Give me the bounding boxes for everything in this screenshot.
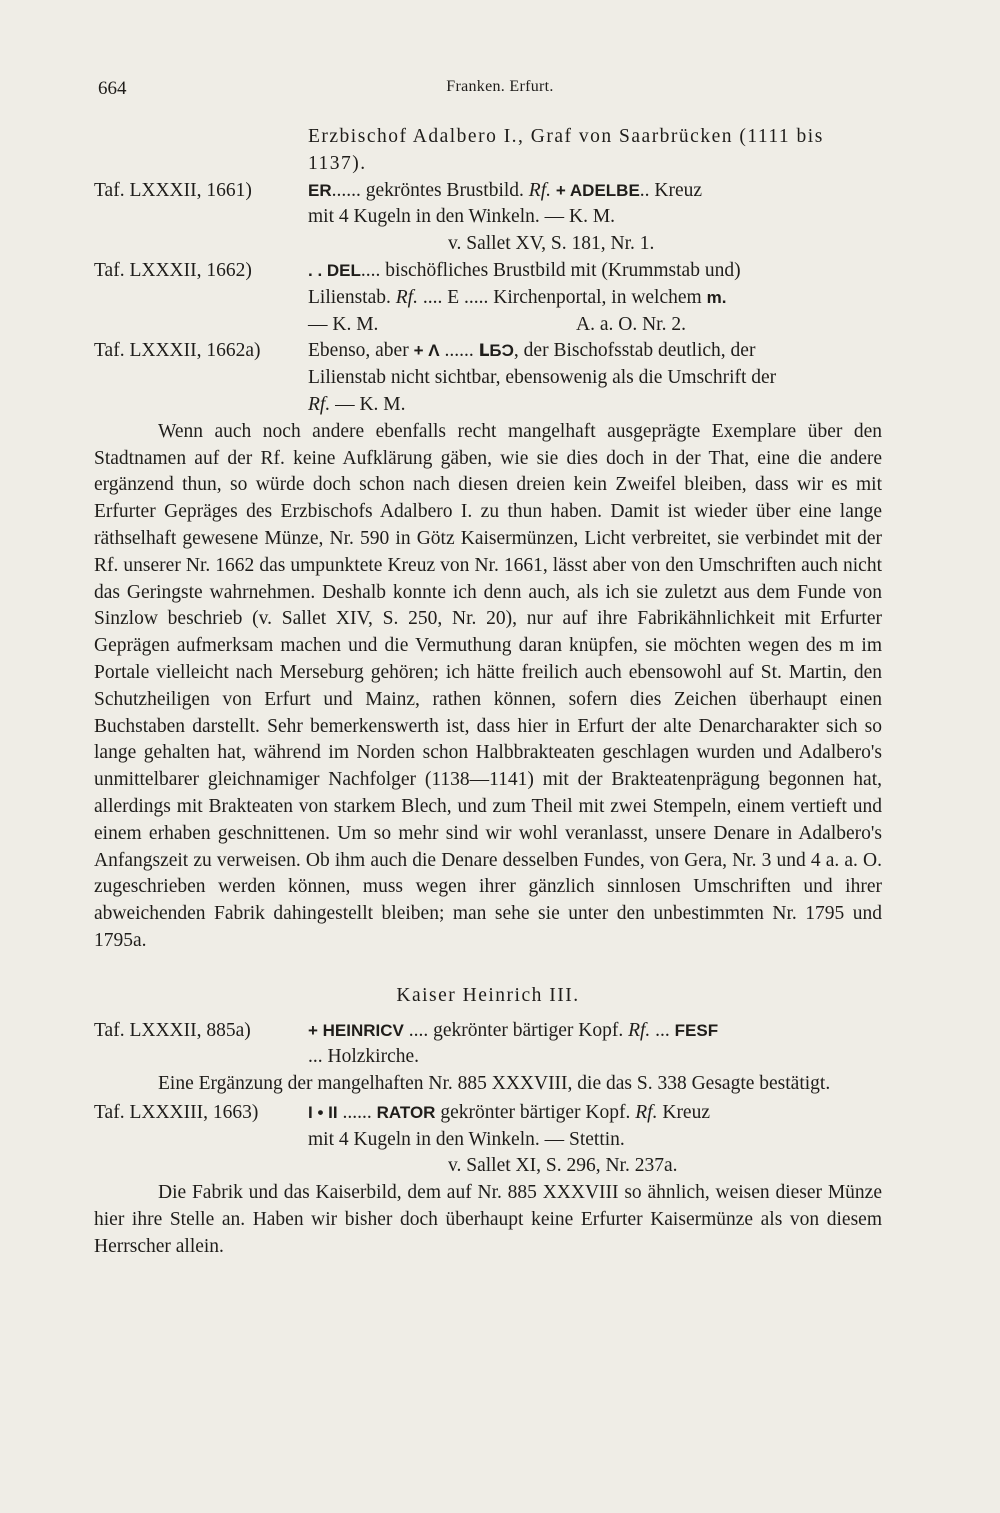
description: gekrönter bärtiger Kopf. — [440, 1101, 631, 1123]
source-reference: v. Sallet XI, S. 296, Nr. 237a. — [448, 1155, 678, 1177]
entry-text — [308, 178, 702, 205]
legend: ⅬƂƆ — [478, 341, 514, 361]
plate-ref: Taf. LXXXII, 885a) — [94, 1019, 251, 1041]
legend: ER — [308, 180, 332, 200]
text: Kreuz — [662, 1101, 710, 1123]
page-number: 664 — [98, 78, 127, 99]
description: .... gekrönter bärtiger Kopf. — [408, 1019, 624, 1041]
reverse-abbr: Rf. — [395, 286, 418, 308]
entry-text — [308, 1018, 718, 1045]
entry-text — [308, 1100, 710, 1127]
source-reference: A. a. O. Nr. 2. — [576, 313, 686, 335]
text: ...... — [444, 340, 474, 362]
reverse-abbr: Rf. — [308, 393, 331, 415]
entry-continuation — [308, 285, 882, 312]
text: — K. M. — [308, 313, 379, 335]
plate-ref: Taf. LXXXII, 1661) — [94, 179, 252, 201]
reverse-abbr: Rf. — [528, 179, 551, 201]
entry-continuation — [308, 392, 882, 419]
entry-text — [308, 338, 755, 365]
section-title-adalbero: Erzbischof Adalbero I., Graf von Saarbrücken (1111 bis 1137). — [308, 126, 824, 174]
plate-ref: Taf. LXXXII, 1662a) — [94, 340, 261, 362]
catalog-entry-1662a — [94, 338, 882, 365]
description: .. Kreuz — [639, 179, 703, 201]
legend: + HEINRICV — [308, 1020, 404, 1040]
section-title-heinrich: Kaiser Heinrich III. — [396, 984, 580, 1006]
text: .... E ..... Kirchenportal, in welchem — [422, 286, 702, 308]
paragraph-conclusion: Die Fabrik und das Kaiserbild, dem auf Nr. 885 XXXVIII so ähnlich, weisen dieser Münze hier ihre Stelle an. Haben wir bisher doch überhaupt keine Erfurter Kaisermünze als von diesem Herrscher allein. — [94, 1182, 882, 1257]
paragraph-note: Eine Ergänzung der mangelhaften Nr. 885 XXXVIII, die das S. 338 Gesagte bestätigt. — [158, 1073, 831, 1095]
running-head: Franken. Erfurt. — [446, 78, 554, 95]
entry-continuation: mit 4 Kugeln in den Winkeln. — Stettin. — [308, 1128, 625, 1150]
text: Ebenso, aber — [308, 340, 409, 362]
legend: . . DEL — [308, 260, 361, 280]
legend: m. — [706, 287, 727, 307]
text: ...... — [342, 1101, 372, 1123]
catalog-entry-1661 — [94, 178, 882, 205]
entry-text — [308, 258, 741, 285]
reverse-abbr: Rf. — [635, 1101, 658, 1123]
page-body — [94, 124, 882, 1261]
text: Lilienstab. — [308, 286, 391, 308]
description: .... bischöfliches Brustbild mit (Krummstab und) — [360, 259, 741, 281]
entry-continuation: mit 4 Kugeln in den Winkeln. — K. M. — [308, 206, 616, 228]
legend: I • II — [308, 1102, 338, 1122]
entry-continuation — [308, 312, 882, 339]
entry-continuation: Lilienstab nicht sichtbar, ebensowenig als die Umschrift der — [308, 367, 777, 389]
legend: + Λ — [413, 341, 440, 361]
legend: + ADELBE — [555, 180, 640, 200]
text: , der Bischofsstab deutlich, der — [513, 340, 756, 362]
text: ... — [655, 1019, 670, 1041]
legend: FESF — [674, 1020, 719, 1040]
reverse-abbr: Rf. — [628, 1019, 651, 1041]
legend: RATOR — [376, 1102, 436, 1122]
plate-ref: Taf. LXXXII, 1662) — [94, 259, 252, 281]
text: — K. M. — [335, 393, 406, 415]
catalog-entry-885a — [94, 1018, 882, 1045]
catalog-entry-1663 — [94, 1100, 882, 1127]
catalog-entry-1662 — [94, 258, 882, 285]
plate-ref: Taf. LXXXIII, 1663) — [94, 1101, 259, 1123]
entry-continuation: ... Holzkirche. — [308, 1046, 420, 1068]
paragraph-commentary: Wenn auch noch andere ebenfalls recht mangelhaft ausgeprägte Exemplare über den Stadtnamen auf der Rf. keine Aufklärung gäben, wie sie dies doch in der That, eine die andere ergänzend thun, so würde doch schon nach diesen dreien kein Zweifel bleiben, dass wir es mit Erfurter Gepräges des Erzbischofs Adalbero I. zu thun haben. Damit ist wieder über eine lange räthselhaft gewesene Münze, Nr. 590 in Götz Kaisermünzen, Licht verbreitet, sie verbindet mit der Rf. unserer Nr. 1662 das umpunktete Kreuz von Nr. 1661, lässt aber von den Umschriften auch nicht das Geringste wahrnehmen. Deshalb konnte ich denn auch, als ich sie zuletzt aus dem Funde von Sinzlow beschrieb (v. Sallet XIV, S. 250, Nr. 20), nur auf ihre Fabrikähnlichkeit mit Erfurter Geprägen aufmerksam machen und die Vermuthung daran knüpfen, sie möchten wegen des m im Portale vielleicht nach Merseburg gehören; ich hätte freilich auch ebensowohl auf St. Martin, den Schutzheiligen von Erfurt und Mainz, rathen können, sofern dies Zeichen überhaupt einen Buchstaben darstellt. Sehr bemerkenswerth ist, dass hier in Erfurt der alte Denarcharakter sich so lange gehalten hat, während im Norden schon Halbbrakteaten geschlagen wurden und Adalbero's unmittelbarer gleichnamiger Nachfolger (1138—1141) mit der Brakteatenprägung begonnen hat, allerdings mit Brakteaten von starkem Blech, und zum Theil mit zwei Stempeln, einem vertieft und einem erhaben geschnittenen. Um so mehr sind wir wohl veranlasst, unsere Denare in Adalbero's Anfangszeit zu verweisen. Ob ihm auch die Denare desselben Fundes, von Gera, Nr. 3 und 4 a. a. O. zugeschrieben werden können, muss wegen ihrer gänzlich sinnlosen Umschriften und ihrer abweichenden Fabrik dahingestellt bleiben; man sehe sie unter den unbestimmten Nr. 1795 und 1795a. — [94, 420, 882, 951]
description: ...... gekröntes Brustbild. — [331, 179, 524, 201]
source-reference: v. Sallet XV, S. 181, Nr. 1. — [448, 233, 655, 255]
page-header — [0, 78, 1000, 104]
